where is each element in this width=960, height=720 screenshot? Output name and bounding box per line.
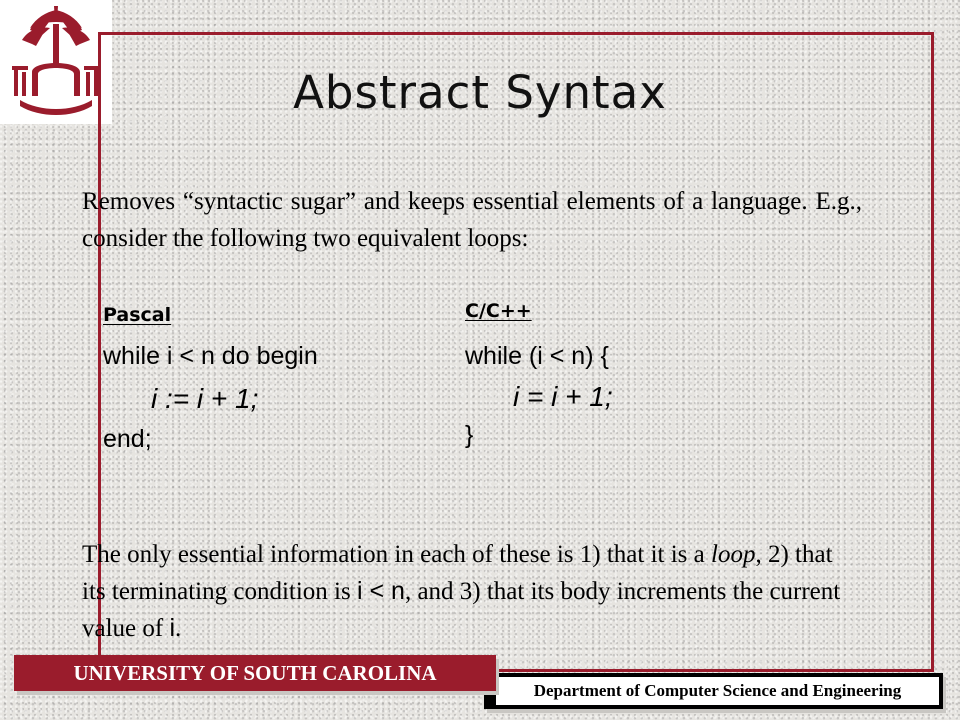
pascal-line-2: i := i + 1;: [151, 383, 259, 414]
outro-text-1: The only essential information in each of these is 1) that it is a: [82, 541, 712, 568]
cpp-line-1: while (i < n) {: [465, 342, 609, 370]
slide-title: Abstract Syntax: [293, 66, 667, 119]
cpp-code-block: [465, 300, 613, 450]
pascal-line-3: end;: [103, 425, 152, 453]
department-footer-bar: [484, 673, 943, 709]
outro-text-4: .: [175, 615, 182, 642]
department-name: Department of Computer Science and Engineering: [496, 677, 939, 705]
pascal-line-1: while i < n do begin: [103, 342, 318, 370]
outro-loop-term: loop: [711, 541, 756, 568]
intro-paragraph: Removes “syntactic sugar” and keeps essential elements of a language. E.g., consider the following two equivalent loops:: [82, 188, 862, 252]
pascal-code-block: [103, 304, 318, 454]
outro-condition: i < n: [356, 577, 405, 605]
outro-paragraph: [82, 537, 862, 647]
pascal-heading: Pascal: [103, 304, 172, 326]
outro-text-2: , 2) that its terminating condition is: [82, 541, 833, 605]
university-footer-bar: UNIVERSITY OF SOUTH CAROLINA: [14, 655, 496, 691]
outro-text-3: , and 3) that its body increments the current value of: [82, 578, 841, 642]
cpp-heading: C/C++: [465, 300, 532, 322]
outro-variable: i: [169, 614, 176, 642]
cpp-line-2: i = i + 1;: [513, 381, 613, 412]
cpp-line-3: }: [465, 421, 474, 449]
